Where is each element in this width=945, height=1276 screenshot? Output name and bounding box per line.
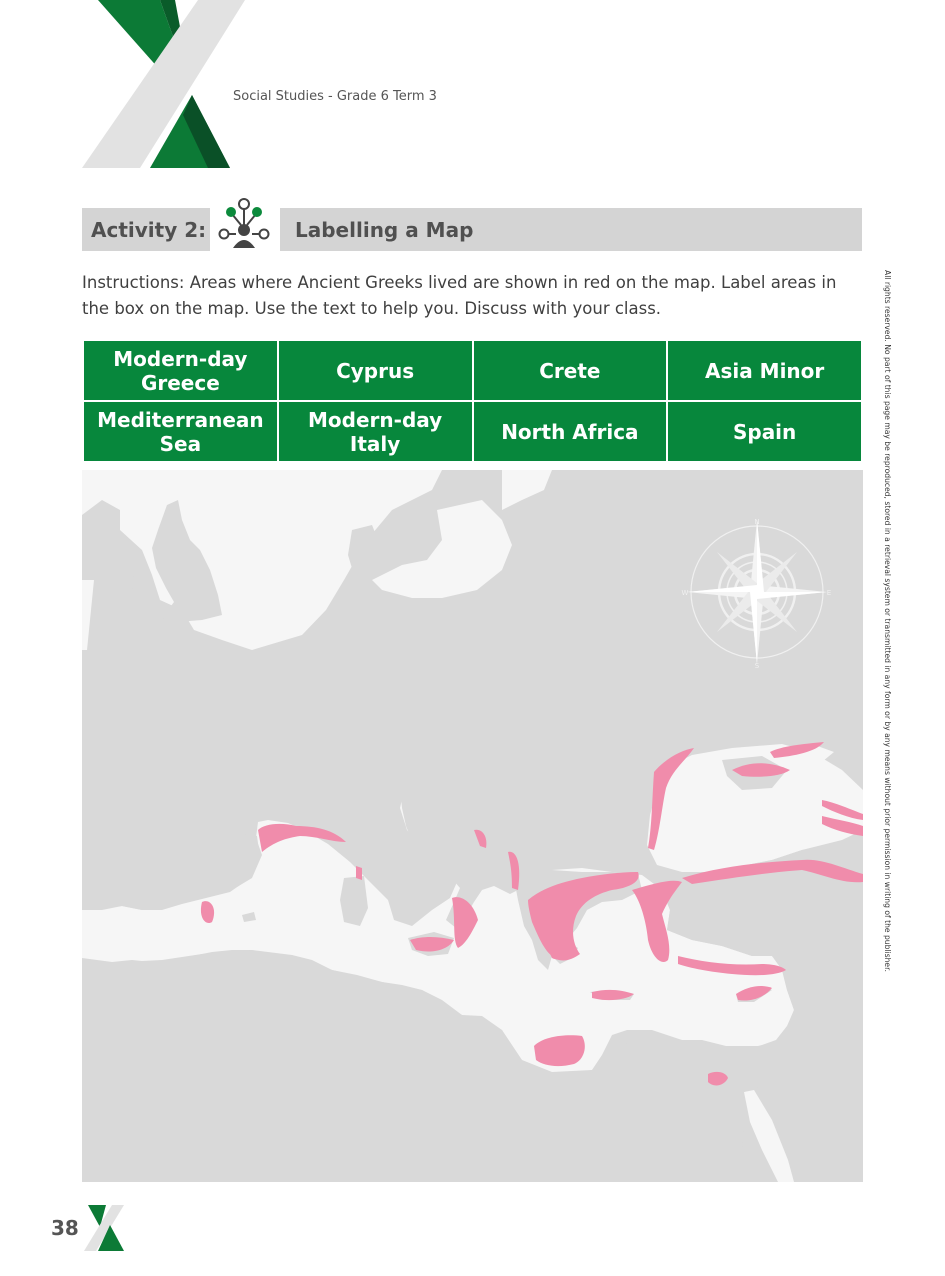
word-box-row: [83, 401, 862, 462]
activity-header: [82, 208, 862, 251]
publisher-logo-small: [84, 1205, 126, 1251]
word-box-cell: Mediterranean Sea: [83, 401, 278, 462]
copyright-notice-text: All rights reserved. No part of this page may be reproduced, stored in a retrieval system or transmitted in any form or by any means without prior permission in writing of the publisher.: [883, 270, 892, 972]
word-box-cell: Spain: [667, 401, 862, 462]
word-box-cell: Asia Minor: [667, 340, 862, 401]
activity-title: Labelling a Map: [280, 208, 862, 251]
page-number: 38: [51, 1216, 79, 1240]
activity-label: Activity 2:: [82, 208, 210, 251]
word-box-cell: Modern-day Greece: [83, 340, 278, 401]
instructions-text: Instructions: Areas where Ancient Greeks lived are shown in red on the map. Label areas in the box on the map. Use the text to help you. Discuss with your class.: [82, 273, 837, 318]
word-box-table: [82, 339, 863, 463]
greek-area-sardinia-edge: [356, 866, 362, 880]
group-discussion-icon: [214, 196, 274, 252]
word-box-cell: Modern-day Italy: [278, 401, 473, 462]
word-box-cell: Cyprus: [278, 340, 473, 401]
compass-n: N: [754, 518, 760, 526]
mediterranean-map: [82, 470, 863, 1182]
word-box-cell: North Africa: [473, 401, 668, 462]
header-subject-line: Social Studies - Grade 6 Term 3: [233, 89, 437, 104]
compass-e: E: [826, 589, 832, 597]
compass-w: W: [681, 589, 689, 597]
publisher-logo: [80, 0, 250, 168]
word-box-cell: Crete: [473, 340, 668, 401]
word-box-row: [83, 340, 862, 401]
copyright-notice: [878, 270, 898, 1010]
compass-s: S: [754, 662, 760, 670]
